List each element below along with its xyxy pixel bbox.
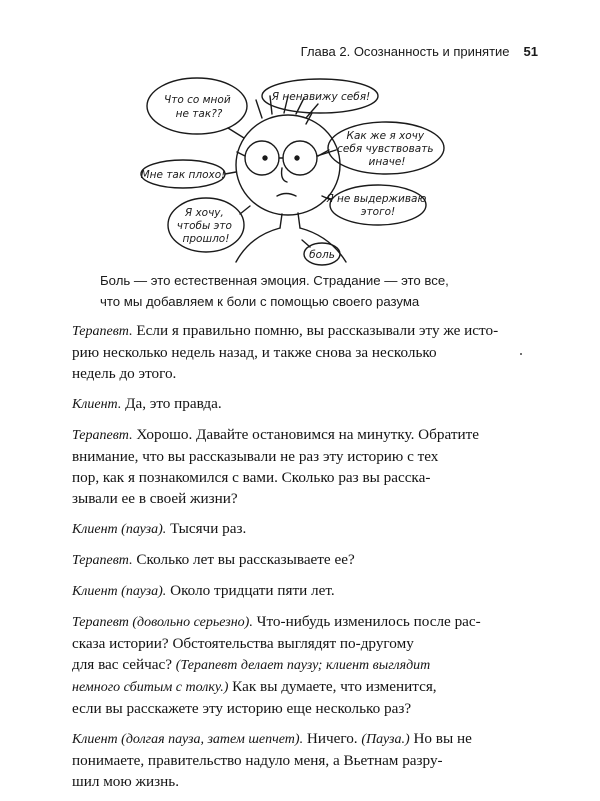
bubble-text: Я ненавижу себя!	[271, 91, 371, 103]
figure-caption	[100, 270, 530, 312]
dialogue-turn	[72, 549, 532, 571]
dialogue-text: внимание, что вы рассказывали не раз эту историю с тех	[72, 448, 439, 465]
dialogue-turn	[72, 518, 532, 540]
dialogue-text: для вас сейчас?	[72, 656, 172, 673]
dialogue-turn	[72, 320, 532, 384]
speaker-label: Клиент (долгая пауза, затем шепчет).	[72, 732, 304, 747]
dialogue-turn	[72, 393, 532, 415]
bubble-text: Мне так плохо!	[140, 169, 226, 181]
chapter-title: Глава 2. Осознанность и принятие	[300, 44, 510, 59]
dialogue-text: Но вы не	[413, 730, 472, 747]
cartoon-illustration	[0, 60, 600, 270]
caption-line: Боль — это естественная эмоция. Страдание — это все,	[100, 273, 449, 288]
dialogue-text: пор, как я познакомился с вами. Сколько раз вы расска-	[72, 469, 431, 486]
dialogue-text: Ничего.	[306, 730, 358, 747]
bubble-text: Я хочу, чтобы это прошло!	[176, 207, 232, 245]
speaker-label: Терапевт (довольно серьезно).	[72, 615, 253, 630]
dialogue-turn	[72, 728, 532, 792]
dialogue-turn	[72, 611, 532, 719]
speaker-label: Клиент.	[72, 397, 122, 412]
dialogue-text: Около тридцати пяти лет.	[170, 582, 335, 599]
dialogue-text: шил мою жизнь.	[72, 773, 180, 790]
margin-mark	[520, 353, 522, 355]
bubble-outline	[147, 78, 247, 134]
dialogue-text: зывали ее в своей жизни?	[72, 490, 238, 507]
bubble-text: Что со мной не так??	[164, 94, 231, 120]
pain-tag-pointer	[302, 240, 310, 247]
running-header	[301, 44, 538, 59]
dialogue-text: Что-нибудь изменилось после рас-	[256, 613, 481, 630]
dialogue-turn	[72, 580, 532, 602]
stage-direction: (Терапевт делает паузу; клиент выглядит	[175, 658, 431, 673]
dialogue-text: рию несколько недель назад, и также снова за несколько	[72, 344, 437, 361]
dialogue-text: Если я правильно помню, вы рассказывали эту же исто-	[136, 322, 499, 339]
bubble-outline	[330, 185, 426, 225]
dialogue-turn	[72, 424, 532, 509]
mouth	[277, 194, 296, 197]
dialogue-text: Тысячи раз.	[170, 520, 247, 537]
dialogue-text: Сколько лет вы рассказываете ее?	[136, 551, 355, 568]
dialogue	[72, 320, 532, 801]
bubble-tail	[240, 206, 250, 214]
head-outline	[236, 115, 340, 215]
stage-direction: немного сбитым с толку.)	[72, 680, 229, 695]
pain-tag-text: боль	[309, 249, 335, 261]
right-eye	[295, 156, 299, 160]
caption-line: что мы добавляем к боли с помощью своего разума	[100, 294, 420, 309]
right-lens	[283, 141, 317, 175]
dialogue-text: недель до этого.	[72, 365, 177, 382]
left-eye	[263, 156, 267, 160]
speaker-label: Терапевт.	[72, 553, 133, 568]
bubble-tail	[228, 128, 244, 138]
dialogue-text: сказа истории? Обстоятельства выглядят по-другому	[72, 635, 414, 652]
speaker-label: Клиент (пауза).	[72, 584, 167, 599]
bubble-text: Я не выдерживаю этого!	[326, 193, 427, 218]
bubble-text: Как же я хочу себя чувствовать иначе!	[337, 130, 434, 168]
left-lens	[245, 141, 279, 175]
bubble-tail	[225, 172, 236, 174]
speaker-label: Терапевт.	[72, 428, 133, 443]
dialogue-text: если вы расскажете эту историю еще несколько раз?	[72, 700, 412, 717]
dialogue-text: понимаете, правительство надуло меня, а Вьетнам разру-	[72, 752, 443, 769]
page-number: 51	[523, 44, 538, 59]
dialogue-text: Хорошо. Давайте остановимся на минутку. Обратите	[136, 426, 479, 443]
dialogue-text: Как вы думаете, что изменится,	[232, 678, 437, 695]
stage-direction: (Пауза.)	[361, 732, 410, 747]
speaker-label: Терапевт.	[72, 324, 133, 339]
dialogue-text: Да, это правда.	[125, 395, 222, 412]
nose	[282, 168, 287, 182]
speaker-label: Клиент (пауза).	[72, 522, 167, 537]
